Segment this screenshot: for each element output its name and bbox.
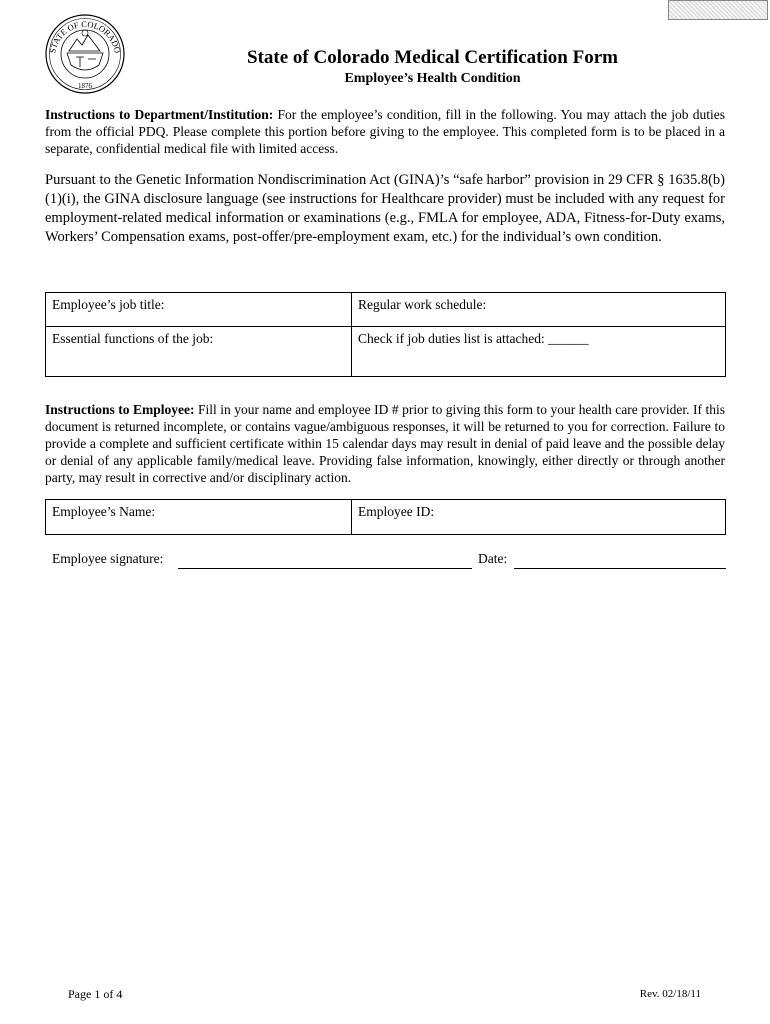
job-title-field[interactable]: Employee’s job title:: [46, 293, 352, 327]
date-label: Date:: [478, 551, 508, 566]
svg-text:1876: 1876: [78, 82, 92, 90]
signature-row: [52, 551, 726, 573]
department-instructions-text: For the employee’s condition, fill in the following. You may attach the job duties from the official PDQ. Please complete this portion before giving to the employee. This completed form is to be placed in a separate, confidential medical file with limited access.: [45, 107, 725, 156]
employee-id-field[interactable]: Employee ID:: [352, 500, 726, 535]
department-instructions: [45, 106, 725, 157]
job-duties-attached-field[interactable]: Check if job duties list is attached: ______: [352, 327, 726, 377]
employee-name-field[interactable]: Employee’s Name:: [46, 500, 352, 535]
revision-date: Rev. 02/18/11: [639, 988, 701, 1000]
employee-instructions: [45, 401, 725, 486]
work-schedule-field[interactable]: Regular work schedule:: [352, 293, 726, 327]
form-title: State of Colorado Medical Certification Form: [247, 47, 618, 68]
signature-line[interactable]: [178, 568, 472, 569]
gina-disclosure-paragraph: Pursuant to the Genetic Information Nondiscrimination Act (GINA)’s “safe harbor” provision in 29 CFR § 1635.8(b)(1)(i), the GINA disclosure language (see instructions for Healthcare provider) must be included with any request for employment-related medical information or examinations (e.g., FMLA for employee, ADA, Fitness-for-Duty exams, Workers’ Compensation exams, post-offer/pre-employment exam, etc.) for the individual’s own condition.: [45, 172, 725, 245]
job-info-table: [45, 292, 726, 377]
department-instructions-label: Instructions to Department/Institution:: [45, 107, 274, 122]
signature-label: Employee signature:: [52, 551, 164, 566]
employee-instructions-text: Fill in your name and employee ID # prior to giving this form to your health care provider. If this document is returned incomplete, or contains vague/ambiguous responses, it will be returned to you for correction. Failure to provide a complete and sufficient certificate within 15 calendar days may result in denial of paid leave and the possible delay or denial of any applicable family/medical leave. Providing false information, knowingly, either directly or through another party, may result in corrective and/or disciplinary action.: [45, 402, 726, 485]
date-line[interactable]: [514, 568, 726, 569]
employee-instructions-label: Instructions to Employee:: [45, 402, 195, 417]
essential-functions-field[interactable]: Essential functions of the job:: [46, 327, 352, 377]
page-number: Page 1 of 4: [68, 987, 123, 1001]
employee-info-table: [45, 499, 726, 535]
corner-stamp-box: [668, 0, 768, 20]
svg-text:STATE OF COLORADO: STATE OF COLORADO: [47, 18, 123, 54]
form-subtitle: Employee’s Health Condition: [344, 71, 521, 86]
